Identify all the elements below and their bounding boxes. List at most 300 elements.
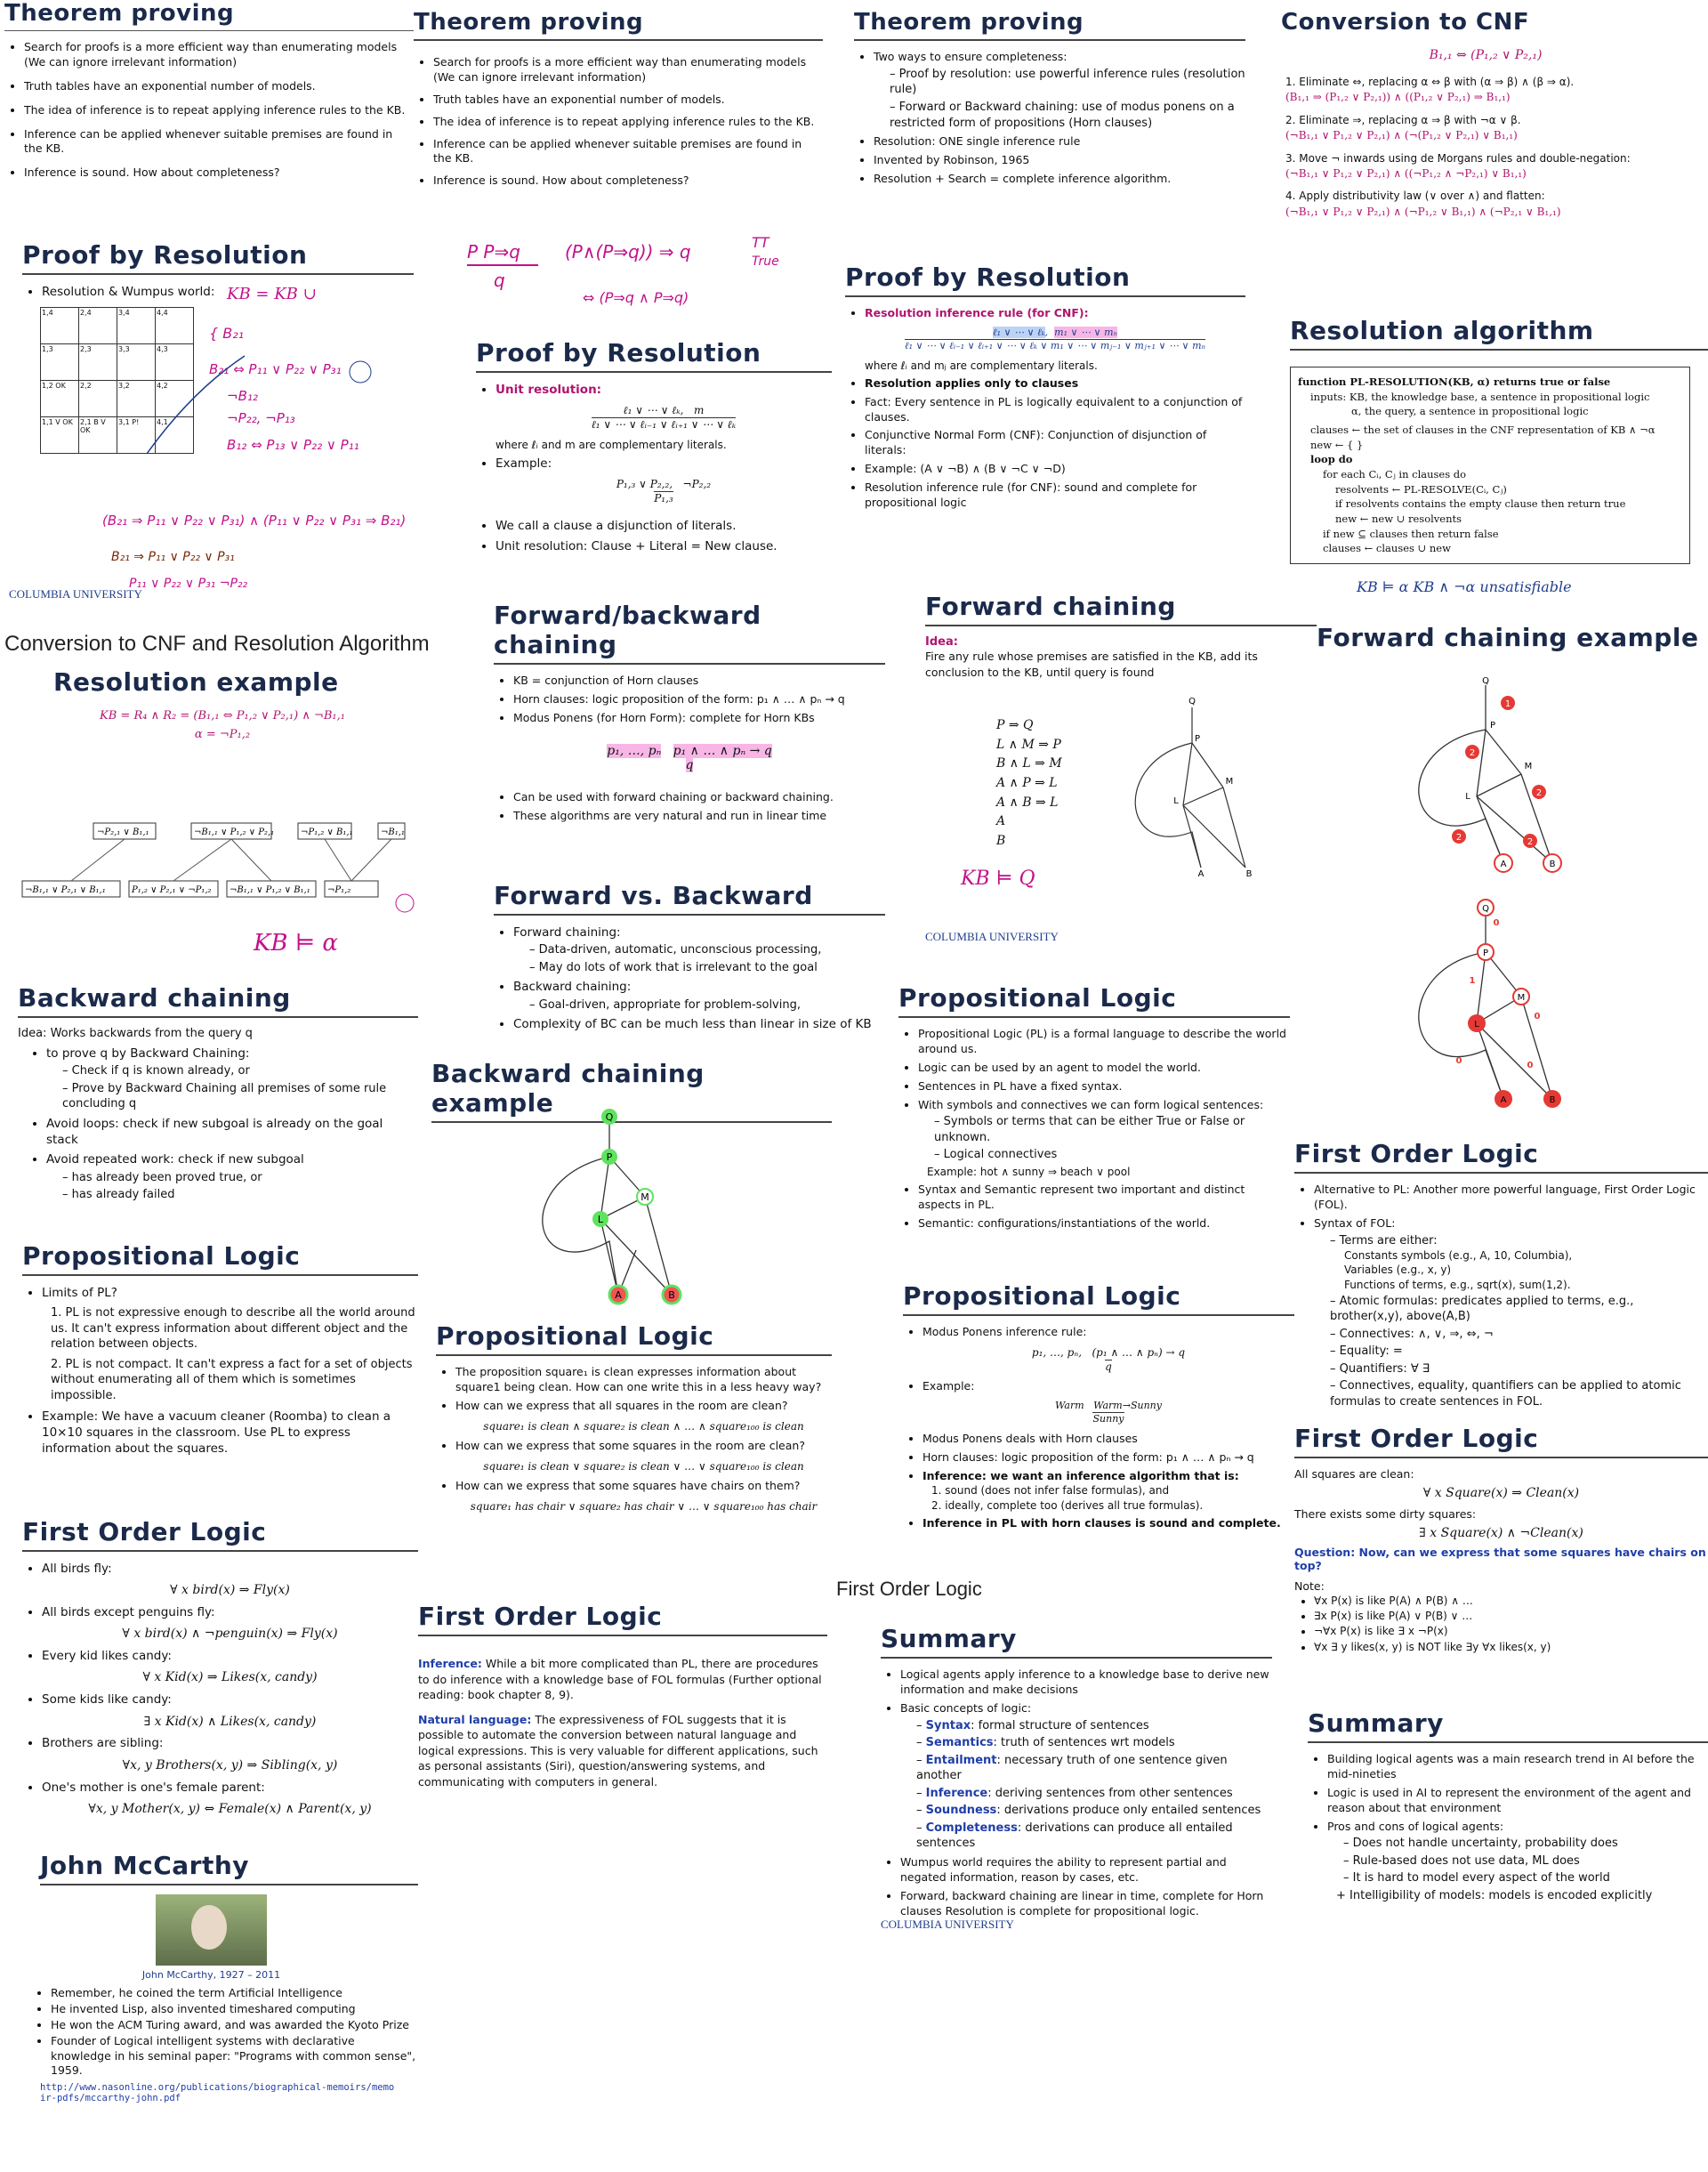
slide-title: Proof by Resolution <box>22 240 440 275</box>
formula: ∃ x Square(x) ∧ ¬Clean(x) <box>1419 1526 1583 1540</box>
list-item-text: Example: <box>922 1379 975 1393</box>
slide-resolution-algorithm <box>1272 316 1708 610</box>
formula: ∀ x bird(x) ⇒ Fly(x) <box>170 1583 290 1598</box>
slide-propositional-logic-modus-ponens <box>903 1281 1294 1566</box>
bullet-list <box>494 674 885 726</box>
kb-formula: KB = R₄ ∧ R₂ = (B₁,₁ ⇔ P₁,₂ ∨ P₂,₁) ∧ ¬B₁,₁ <box>100 709 345 723</box>
svg-text:0: 0 <box>1455 1056 1462 1066</box>
list-item: • Forward, backward chaining are linear in time, complete for Horn clauses Resolution is complete for propositional logic. <box>900 1889 1272 1919</box>
svg-text:P: P <box>1482 949 1489 958</box>
list-item: • He won the ACM Turing award, and was awarded the Kyoto Prize <box>51 2018 418 2033</box>
plus-item: + Intelligibility of models: models is encoded explicitly <box>1336 1889 1653 1903</box>
slide-proof-by-resolution-wumpus <box>4 240 440 614</box>
inference-label: Inference: <box>418 1657 482 1670</box>
list-item-text: Unit resolution: <box>495 383 602 397</box>
algo-line: loop do <box>1310 453 1353 466</box>
algo-line: new ← new ∪ resolvents <box>1335 513 1462 526</box>
svg-text:(P∧(P⇒q)) ⇒ q: (P∧(P⇒q)) ⇒ q <box>565 241 691 262</box>
limit-item: 2. PL is not compact. It can't express a fact for a set of objects without enumerating all of them which is sometimes impossible. <box>51 1357 413 1402</box>
idea-label: Idea: <box>925 635 958 649</box>
svg-text:A: A <box>1197 869 1204 879</box>
note-item: • ∃x P(x) is like P(A) ∨ P(B) ∨ … <box>1314 1609 1708 1623</box>
sub-item: – Symbols or terms that can be either True or False or unknown. <box>934 1114 1290 1145</box>
svg-text:B₂₁ ⇒ P₁₁ ∨ P₂₂ ∨ P₃₁: B₂₁ ⇒ P₁₁ ∨ P₂₂ ∨ P₃₁ <box>111 550 235 564</box>
list-item-text: Syntax of FOL: <box>1314 1215 1396 1230</box>
wumpus-grid: 1,4 2,4 3,4 4,4 1,3 2,3 3,3 4,3 1,2 OK 2,2 3,2 4,2 1,1 V OK 2,1 B V OK 3,1 P! 4,1 <box>40 307 194 454</box>
list-item-text: to prove q by Backward Chaining: <box>46 1046 250 1061</box>
slide-title: Backward chaining example <box>431 1059 832 1123</box>
bullet-list <box>845 306 1245 511</box>
slide-first-order-logic-examples <box>4 1517 418 1837</box>
slide-title: Theorem proving <box>4 0 414 31</box>
slide-title: Summary <box>1308 1708 1708 1743</box>
list-item-text: We call a clause a disjunction of literals. <box>495 519 737 534</box>
list-item-text: How can we express that some squares in the room are clean? <box>455 1438 805 1452</box>
section-label-fol: First Order Logic <box>836 1578 982 1600</box>
sub-item: – Quantifiers: ∀ ∃ <box>1330 1361 1708 1377</box>
sub-list <box>46 1170 418 1203</box>
slide-proof-by-resolution-cnf <box>845 262 1245 569</box>
concept-keyword: Completeness <box>925 1821 1018 1835</box>
svg-text:¬P₂,₁ ∨ B₁,₁: ¬P₂,₁ ∨ B₁,₁ <box>97 828 149 837</box>
list-item <box>513 979 885 1013</box>
bullet-list <box>494 925 885 1032</box>
fol-label: There exists some dirty squares: <box>1294 1507 1477 1521</box>
sub-item: – Rule-based does not use data, ML does <box>1343 1853 1708 1869</box>
list-item-text: Modus Ponens inference rule: <box>922 1325 1087 1338</box>
bullet-list <box>903 1325 1294 1531</box>
svg-text:2: 2 <box>1469 748 1476 758</box>
slide-title: Proof by Resolution <box>476 338 832 373</box>
svg-text:0: 0 <box>1534 1012 1541 1021</box>
svg-text:L: L <box>1173 796 1179 806</box>
pl-resolution-algorithm <box>1290 367 1690 564</box>
bullet-list <box>881 1667 1272 1919</box>
slide-backward-chaining <box>4 983 418 1232</box>
slide-resolution-example <box>4 667 440 979</box>
step-formula: (B₁,₁ ⇒ (P₁,₂ ∨ P₂,₁)) ∧ ((P₁,₂ ∨ P₂,₁) ⇒ B₁,₁) <box>1285 91 1511 104</box>
concept-item <box>916 1821 1272 1852</box>
formula: square₁ is clean ∧ square₂ is clean ∧ … ∧ square₁₀₀ is clean <box>483 1419 804 1433</box>
svg-text:B: B <box>1245 869 1253 879</box>
handwritten-unsat: KB ⊨ α KB ∧ ¬α unsatisfiable <box>1357 578 1572 595</box>
fc-graph-step-a <box>1423 676 1583 881</box>
note-list <box>1294 1594 1708 1654</box>
nl-label: Natural language: <box>418 1712 532 1726</box>
sub-list <box>1327 1836 1708 1886</box>
logo-text: COLUMBIA UNIVERSITY <box>9 587 142 601</box>
list-item: • Resolution inference rule (for CNF): sound and complete for propositional logic <box>865 480 1245 511</box>
bullet-list <box>22 1285 418 1457</box>
svg-text:M: M <box>1225 777 1234 787</box>
list-item-text: Example: <box>495 456 552 471</box>
svg-text:¬P₂₂, ¬P₁₃: ¬P₂₂, ¬P₁₃ <box>227 410 295 426</box>
cnf-steps <box>1285 75 1708 220</box>
list-item <box>865 306 1245 373</box>
list-item-text: How can we express that some squares have chairs on them? <box>455 1478 801 1492</box>
formula: ∀x, y Brothers(x, y) ⇒ Sibling(x, y) <box>122 1757 338 1772</box>
modus-ponens-rule: p₁, …, pₙ, (p₁ ∧ … ∧ pₙ) → q q <box>1031 1345 1186 1374</box>
list-item <box>495 382 832 452</box>
svg-text:P: P <box>606 1151 613 1163</box>
list-item: • These algorithms are very natural and run in linear time <box>513 809 885 824</box>
list-item: • Search for proofs is a more efficient way than enumerating models (We can ignore irrelevant information) <box>433 55 823 85</box>
concept-item <box>916 1753 1272 1784</box>
list-item: • Search for proofs is a more efficient way than enumerating models (We can ignore irrelevant information) <box>24 40 414 70</box>
slide-title: Backward chaining <box>18 983 418 1018</box>
list-item: • Unit resolution: Clause + Literal = New clause. <box>495 538 832 554</box>
algo-line: resolvents ← PL-RESOLVE(Cᵢ, Cⱼ) <box>1335 482 1507 496</box>
slide-title: First Order Logic <box>1294 1139 1708 1174</box>
list-item: • Truth tables have an exponential number of models. <box>433 93 823 108</box>
svg-text:¬P₁,₂ ∨ B₁,₁: ¬P₁,₂ ∨ B₁,₁ <box>301 828 353 837</box>
sub-item: – Proof by resolution: use powerful inference rules (resolution rule) <box>890 67 1245 98</box>
sub-list <box>46 1063 418 1112</box>
list-item-text: With symbols and connectives we can form logical sentences: <box>918 1097 1264 1111</box>
rule: P ⇒ Q <box>996 718 1034 732</box>
list-item <box>455 1439 832 1474</box>
concept-keyword: Semantics <box>925 1736 994 1750</box>
step-formula: (¬B₁,₁ ∨ P₁,₂ ∨ P₂,₁) ∧ (¬P₁,₂ ∨ B₁,₁) ∧ (¬P₂,₁ ∨ B₁,₁) <box>1285 205 1561 218</box>
section-label-cnf: Conversion to CNF and Resolution Algorithm <box>4 632 430 656</box>
rule: L ∧ M ⇒ P <box>996 737 1061 752</box>
note-item: • ∀x P(x) is like P(A) ∧ P(B) ∧ … <box>1314 1594 1708 1608</box>
slide-forward-backward-chaining <box>494 601 885 850</box>
list-item <box>455 1479 832 1514</box>
list-item: • Alternative to PL: Another more powerful language, First Order Logic (FOL). <box>1314 1183 1708 1213</box>
sub-list <box>900 1718 1272 1852</box>
svg-text:A: A <box>1500 1095 1507 1105</box>
formula: ∃ x Kid(x) ∧ Likes(x, candy) <box>143 1714 317 1729</box>
svg-text:M: M <box>1524 762 1533 771</box>
inference-paragraph <box>418 1656 827 1703</box>
sub-item-text: Terms are either: <box>1339 1233 1438 1247</box>
concept-description: : formal structure of sentences <box>971 1718 1149 1732</box>
sub-item: – Logical connectives <box>934 1147 1290 1163</box>
slide-first-order-logic-quantifiers <box>1294 1424 1708 1700</box>
bullet-list <box>31 1986 418 2079</box>
svg-text:Q: Q <box>1188 697 1196 707</box>
list-item <box>42 1604 418 1643</box>
fc-graph-step-b <box>1423 899 1583 1112</box>
nl-text: The expressiveness of FOL suggests that it is possible to automate the conversion between natural language and logical expressions. This is very valuable for different applications, such as personal assistants (Siri), question/answering systems, and communicating with computers in general. <box>418 1712 818 1788</box>
list-item-text: Two ways to ensure completeness: <box>874 50 1068 63</box>
list-item: • Inference is sound. How about completeness? <box>24 166 414 181</box>
idea-text: Fire any rule whose premises are satisfied in the KB, add its conclusion to the KB, until query is found <box>925 650 1258 679</box>
bullet-list <box>27 1046 418 1203</box>
svg-text:M: M <box>640 1191 649 1203</box>
algo-line: function PL-RESOLUTION(KB, α) returns true or false <box>1298 375 1611 388</box>
list-item: • Resolution & Wumpus world: <box>42 284 440 300</box>
svg-text:Q: Q <box>605 1111 614 1123</box>
nl-paragraph <box>418 1712 827 1790</box>
list-item: • Logic can be used by an agent to model the world. <box>918 1061 1290 1076</box>
slide-title: Theorem proving <box>414 9 823 41</box>
idea-text: Idea: Works backwards from the query q <box>18 1027 253 1040</box>
list-item <box>513 925 885 975</box>
columbia-logo <box>9 587 142 602</box>
list-item <box>922 1379 1294 1426</box>
fol-label: All squares are clean: <box>1294 1467 1414 1481</box>
svg-text:¬B₁,₁: ¬B₁,₁ <box>381 828 405 837</box>
concept-description: : derivations produce only entailed sentences <box>996 1804 1261 1818</box>
list-item-text: Inference: we want an inference algorithm that is: <box>922 1468 1239 1482</box>
svg-text:2: 2 <box>1455 833 1462 843</box>
sub-item: – Goal-driven, appropriate for problem-solving, <box>529 997 885 1013</box>
handwritten-kb: KB = KB ∪ <box>227 285 317 303</box>
concept-item <box>916 1718 1272 1734</box>
list-item-text: Backward chaining: <box>513 980 632 995</box>
bullet-list <box>898 1027 1290 1231</box>
algo-line: if resolvents contains the empty clause then return true <box>1335 497 1626 511</box>
columbia-logo <box>881 1918 1014 1932</box>
slide-title: Resolution example <box>53 667 339 697</box>
concept-description: : derivations can produce all entailed sentences <box>916 1821 1233 1851</box>
concept-description: : necessary truth of one sentence given another <box>916 1753 1228 1783</box>
step: 4. Apply distributivity law (∨ over ∧) and flatten: <box>1285 190 1545 203</box>
sub-item: 2. ideally, complete too (derives all true formulas). <box>931 1498 1204 1512</box>
list-item <box>922 1469 1294 1513</box>
list-item: • Logic is used in AI to represent the environment of the agent and reason about that environment <box>1327 1786 1708 1816</box>
list-item: • Fact: Every sentence in PL is logically equivalent to a conjunction of clauses. <box>865 395 1245 425</box>
rule: B <box>996 834 1006 849</box>
list-item: • Conjunctive Normal Form (CNF): Conjunction of disjunction of literals: <box>865 428 1245 458</box>
term-item: Variables (e.g., x, y) <box>1344 1264 1452 1277</box>
slide-theorem-proving-2 <box>414 9 823 334</box>
list-item <box>42 1692 418 1730</box>
sub-item: – has already failed <box>62 1187 418 1203</box>
sub-item: – Equality: = <box>1330 1344 1708 1360</box>
list-item: • The idea of inference is to repeat applying inference rules to the KB. <box>433 115 823 130</box>
step: 3. Move ¬ inwards using de Morgans rules and double-negation: <box>1285 151 1631 165</box>
rule: A ∧ P ⇒ L <box>996 776 1058 791</box>
svg-text:B₂₁ ⇔ P₁₁ ∨ P₂₂ ∨ P₃₁: B₂₁ ⇔ P₁₁ ∨ P₂₂ ∨ P₃₁ <box>209 361 342 377</box>
concept-item <box>916 1786 1272 1802</box>
and-or-graph-backward <box>547 1108 707 1312</box>
svg-text:P₁,₂ ∨ P₂,₁ ∨ ¬P₁,₂: P₁,₂ ∨ P₂,₁ ∨ ¬P₁,₂ <box>132 885 212 895</box>
svg-text:A: A <box>1500 860 1507 869</box>
and-or-graph-forward <box>1139 697 1272 879</box>
svg-text:q: q <box>494 270 505 291</box>
slide-forward-chaining <box>925 592 1317 948</box>
list-item: • Horn clauses: logic proposition of the form: p₁ ∧ … ∧ pₙ → q <box>513 692 885 707</box>
example-rule: Warm Warm→Sunny Sunny <box>1055 1400 1162 1425</box>
sub-item: – Connectives, equality, quantifiers can be applied to atomic formulas to create sentences in FOL. <box>1330 1378 1708 1409</box>
svg-text:{ B₂₁: { B₂₁ <box>209 325 245 342</box>
handwritten-kb-entails: KB ⊨ Q <box>961 868 1035 890</box>
slide-summary-1 <box>881 1624 1272 1940</box>
example-rule: P₁,₃ ∨ P₂,₂, ¬P₂,₂ P₁,₃ <box>616 478 712 505</box>
algo-line: clauses ← clauses ∪ new <box>1323 542 1451 555</box>
svg-text:B: B <box>1549 860 1556 869</box>
mccarthy-photo <box>156 1894 267 1966</box>
bullet-list <box>494 790 885 824</box>
sub-item: – It is hard to model every aspect of the world <box>1343 1870 1708 1886</box>
rule: B ∧ L ⇒ M <box>996 756 1062 771</box>
handwritten-conclusion: KB ⊨ α <box>254 930 338 957</box>
columbia-logo <box>925 930 1059 944</box>
reference-link[interactable]: http://www.nasonline.org/publications/biographical-memoirs/memoir-pdfs/mccarthy-john.pdf <box>40 2082 395 2104</box>
step-formula: (¬B₁,₁ ∨ P₁,₂ ∨ P₂,₁) ∧ (¬(P₁,₂ ∨ P₂,₁) ∨ B₁,₁) <box>1285 129 1518 142</box>
concept-description: : truth of sentences wrt models <box>993 1736 1175 1750</box>
formula: ∀ x Kid(x) ⇒ Likes(x, candy) <box>142 1670 318 1685</box>
bullet-list <box>22 1561 418 1818</box>
sub-list <box>513 997 885 1013</box>
list-item: • Inference can be applied whenever suitable premises are found in the KB. <box>24 127 414 157</box>
bullet-list <box>854 50 1245 187</box>
list-item: • Propositional Logic (PL) is a formal language to describe the world around us. <box>918 1027 1290 1057</box>
svg-text:0: 0 <box>1527 1061 1534 1070</box>
svg-text:P: P <box>1194 734 1201 744</box>
slide-title: Summary <box>881 1624 1272 1659</box>
slide-title: First Order Logic <box>1294 1424 1708 1458</box>
slide-unit-resolution <box>476 338 832 578</box>
bullet-list <box>414 55 823 189</box>
algo-line: new ← { } <box>1310 438 1364 451</box>
resolution-rule: ℓ₁ ∨ ⋯ ∨ ℓₖ, m₁ ∨ ⋯ ∨ mₙ ℓ₁ ∨ ⋯ ∨ ℓᵢ₋₁ ∨ ℓᵢ₊₁ ∨ ⋯ ∨ ℓₖ ∨ m₁ ∨ ⋯ ∨ mⱼ₋₁ ∨ mⱼ₊₁ ∨ ⋯ ∨ mₙ <box>905 326 1205 351</box>
where-text: where ℓᵢ and m are complementary literals. <box>495 438 727 451</box>
list-item: • Inference in PL with horn clauses is sound and complete. <box>922 1516 1294 1531</box>
list-item <box>922 1325 1294 1374</box>
slide-title: Proof by Resolution <box>845 262 1245 297</box>
concept-description: : deriving sentences from other sentences <box>987 1786 1233 1800</box>
slide-title: Forward vs. Backward <box>494 881 885 916</box>
slide-propositional-logic-intro <box>898 983 1290 1268</box>
slide-title: Conversion to CNF <box>1281 9 1530 36</box>
list-item: • Example: (A ∨ ¬B) ∧ (B ∨ ¬C ∨ ¬D) <box>865 462 1245 477</box>
list-item <box>455 1399 832 1433</box>
note-item: • ¬∀x P(x) is like ∃ x ¬P(x) <box>1314 1624 1708 1638</box>
limit-item: 1. PL is not expressive enough to describe all the world around us. It can't express information about different object and the relation between objects. <box>51 1306 415 1352</box>
photo-face <box>191 1905 227 1950</box>
concept-item <box>916 1735 1272 1751</box>
note-item: • ∀x ∃ y likes(x, y) is NOT like ∃y ∀x likes(x, y) <box>1314 1640 1708 1654</box>
list-item-text: Brothers are sibling: <box>42 1736 164 1751</box>
list-item-text: Pros and cons of logical agents: <box>1327 1819 1504 1833</box>
svg-text:¬B₁,₁ ∨ P₁,₂ ∨ P₂,₁: ¬B₁,₁ ∨ P₁,₂ ∨ P₂,₁ <box>194 828 275 837</box>
svg-text:¬P₁,₂: ¬P₁,₂ <box>327 885 351 895</box>
svg-text:L: L <box>1474 1020 1479 1029</box>
sub-item: – Check if q is known already, or <box>62 1063 418 1079</box>
resolution-tree <box>22 819 440 925</box>
concept-keyword: Inference <box>925 1786 988 1800</box>
svg-text:Q: Q <box>1482 904 1489 914</box>
algo-line: inputs: KB, the knowledge base, a sentence in propositional logic <box>1310 390 1650 403</box>
svg-text:1: 1 <box>1469 976 1476 986</box>
list-item <box>42 1285 418 1404</box>
formula: ∀ x bird(x) ∧ ¬penguin(x) ⇒ Fly(x) <box>122 1627 338 1642</box>
list-item <box>1314 1216 1708 1410</box>
slide-title: Propositional Logic <box>898 983 1290 1018</box>
list-item: • Can be used with forward chaining or backward chaining. <box>513 790 885 805</box>
list-item-text: All birds except penguins fly: <box>42 1605 215 1620</box>
list-item: • Founder of Logical intelligent systems with declarative knowledge in his seminal paper: "Programs with common sense", 1959. <box>51 2034 418 2079</box>
list-item <box>495 456 832 506</box>
list-item <box>46 1046 418 1112</box>
logo-text: COLUMBIA UNIVERSITY <box>925 930 1059 943</box>
bullet-list <box>436 1365 832 1514</box>
sub-item: – Prove by Backward Chaining all premises of some rule concluding q <box>62 1081 418 1112</box>
bullet-list <box>476 382 832 554</box>
list-item: • Modus Ponens (for Horn Form): complete for Horn KBs <box>513 711 885 726</box>
list-item-text: Basic concepts of logic: <box>900 1700 1032 1715</box>
formula: ∀ x Square(x) ⇒ Clean(x) <box>1422 1486 1580 1500</box>
list-item: • Logical agents apply inference to a knowledge base to derive new information and make decisions <box>900 1667 1272 1698</box>
svg-text:¬B₁,₁ ∨ P₁,₂ ∨ B₁,₁: ¬B₁,₁ ∨ P₁,₂ ∨ B₁,₁ <box>230 885 310 895</box>
list-item-text: How can we express that all squares in the room are clean? <box>455 1398 788 1412</box>
list-item: • Semantic: configurations/instantiations of the world. <box>918 1216 1290 1231</box>
sub-list <box>1314 1233 1708 1410</box>
algo-line: if new ⊆ clauses then return false <box>1323 527 1499 540</box>
bullet-list <box>4 40 414 181</box>
slide-title: Resolution algorithm <box>1290 316 1708 351</box>
photo-caption: John McCarthy, 1927 – 2011 <box>141 1969 281 1981</box>
slide-title: Propositional Logic <box>22 1241 418 1276</box>
svg-text:⇔ (P⇒q ∧ P⇒q): ⇔ (P⇒q ∧ P⇒q) <box>583 289 689 306</box>
formula: square₁ has chair ∨ square₂ has chair ∨ … ∨ square₁₀₀ has chair <box>470 1499 818 1513</box>
inference-text: While a bit more complicated than PL, there are procedures to do inference with a knowledge base of FOL formulas (Further optional reading: book chapter 8, 9). <box>418 1657 822 1701</box>
where-text: where ℓᵢ and mⱼ are complementary literals. <box>865 359 1098 372</box>
svg-text:1: 1 <box>1504 699 1511 709</box>
list-item-text: One's mother is one's female parent: <box>42 1780 265 1795</box>
svg-text:¬B₁,₁ ∨ P₂,₁ ∨ B₁,₁: ¬B₁,₁ ∨ P₂,₁ ∨ B₁,₁ <box>25 885 106 895</box>
list-item: • Sentences in PL have a fixed syntax. <box>918 1079 1290 1094</box>
sub-item: 1. sound (does not infer false formulas), and <box>931 1484 1170 1498</box>
list-item <box>495 518 832 534</box>
handwritten-modus-ponens <box>467 231 805 320</box>
list-item: • Syntax and Semantic represent two important and distinct aspects in PL. <box>918 1183 1290 1213</box>
sub-list <box>874 67 1245 131</box>
slide-title: First Order Logic <box>418 1602 827 1636</box>
step: 2. Eliminate ⇒, replacing α ⇒ β with ¬α ∨ β. <box>1285 113 1521 126</box>
svg-text:B: B <box>1549 1095 1556 1105</box>
modus-ponens-horn: p₁, …, pₙ p₁ ∧ … ∧ pₙ → q q <box>607 743 772 772</box>
bullet-list <box>1308 1752 1708 1904</box>
svg-text:A: A <box>615 1289 622 1301</box>
slide-title: Propositional Logic <box>436 1321 832 1356</box>
svg-text:B: B <box>668 1289 675 1301</box>
svg-text:P: P <box>1489 721 1496 731</box>
formula: ∀x, y Mother(x, y) ⇔ Female(x) ∧ Parent(x, y) <box>88 1801 372 1816</box>
list-item <box>918 1098 1290 1180</box>
sub-item: – Atomic formulas: predicates applied to terms, e.g., brother(x,y), above(A,B) <box>1330 1294 1708 1325</box>
slide-forward-vs-backward <box>494 881 885 1059</box>
list-item: • KB = conjunction of Horn clauses <box>513 674 885 689</box>
list-item: • Invented by Robinson, 1965 <box>874 153 1245 168</box>
slide-title: Propositional Logic <box>903 1281 1294 1316</box>
sub-list <box>918 1114 1290 1163</box>
svg-text:2: 2 <box>1527 837 1534 847</box>
sub-item: – May do lots of work that is irrelevant to the goal <box>529 960 885 976</box>
list-item-text: All birds fly: <box>42 1562 112 1576</box>
list-item: • Wumpus world requires the ability to represent partial and negated information, reason by cases, etc. <box>900 1855 1272 1885</box>
svg-text:True: True <box>752 254 779 269</box>
sub-item: – has already been proved true, or <box>62 1170 418 1186</box>
rule: A ∧ B ⇒ L <box>996 795 1059 810</box>
list-item: • Horn clauses: logic proposition of the form: p₁ ∧ … ∧ pₙ → q <box>922 1450 1294 1465</box>
list-item-text: Resolution inference rule (for CNF): <box>865 306 1089 319</box>
sub-item: – Connectives: ∧, ∨, ⇒, ⇔, ¬ <box>1330 1327 1708 1343</box>
sub-item: – Does not handle uncertainty, probability does <box>1343 1836 1708 1852</box>
sub-item: – Forward or Backward chaining: use of modus ponens on a restricted form of propositions (Horn clauses) <box>890 100 1245 131</box>
slide-propositional-logic-limits <box>4 1241 418 1508</box>
list-item: • Modus Ponens deals with Horn clauses <box>922 1432 1294 1447</box>
sub-item: – Data-driven, automatic, unconscious processing, <box>529 942 885 958</box>
svg-text:M: M <box>1517 993 1526 1003</box>
list-item: • Resolution: ONE single inference rule <box>874 134 1245 149</box>
note-label: Note: <box>1294 1579 1325 1593</box>
list-item: • Resolution applies only to clauses <box>865 376 1245 392</box>
